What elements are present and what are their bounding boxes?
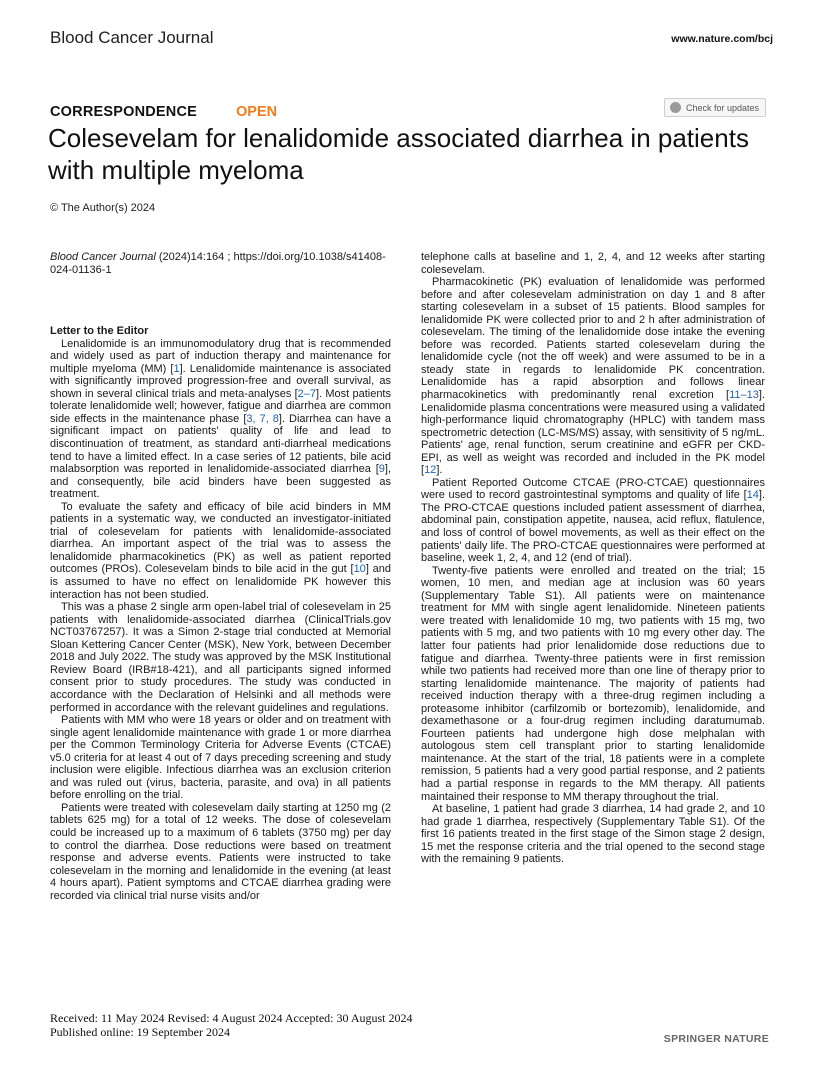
reference-link[interactable]: 2–7 [297, 387, 317, 400]
paragraph-eligibility: Patients with MM who were 18 years or older and on treatment with single agent lenalidomide maintenance with grade 1 or more diarrhea per the Common Terminology Criteria for Adverse Events (CTCAE) v5.0 criteria for at least 4 out of 7 days preceding screening and study inclusion were eligible. Infectious diarrhea was an exclusion criterion and was ruled out (virus, bacteria, parasite, and ova) in all patients before enrolling on the trial. [50, 714, 391, 802]
letter-heading: Letter to the Editor [50, 325, 149, 338]
check-for-updates-button[interactable] [664, 98, 766, 117]
paragraph-trial-design: This was a phase 2 single arm open-label trial of colesevelam in 25 patients with lenalidomide-associated diarrhea (ClinicalTrials.gov NCT03767257). It was a Simon 2-stage trial conducted at Memorial Sloan Kettering Cancer Center (MSK), New York, between December 2018 and July 2022. The study was approved by the MSK Institutional Review Board (IRB#18-421), and all participants signed informed consent prior to study procedures. The study was conducted in accordance with the Declaration of Helsinki and all methods were performed in accordance with the relevant guidelines and regulations. [50, 601, 391, 714]
crossmark-icon [670, 102, 681, 113]
citation [50, 251, 391, 276]
received-revised-accepted: Received: 11 May 2024 Revised: 4 August 2024 Accepted: 30 August 2024 [50, 1011, 413, 1025]
article-title: Colesevelam for lenalidomide associated diarrhea in patients with multiple myeloma [48, 123, 749, 185]
article-dates [50, 1011, 413, 1039]
citation-details: (2024)14:164 ; https://doi.org/10.1038/s41408-024-01136-1 [50, 251, 386, 276]
open-access-badge: OPEN [236, 104, 278, 120]
section-label: CORRESPONDENCE [50, 104, 198, 120]
paragraph-intro: Lenalidomide is an immunomodulatory drug that is recommended and widely used as part of induction therapy and maintenance for multiple myeloma (MM) [1]. Lenalidomide maintenance is associated with significantly improved progression-free and overall survival, as shown in several clinical trials and meta-analyses [2–7]. Most patients tolerate lenalidomide well; however, fatigue and diarrhea are common side effects in the maintenance phase [3, 7, 8]. Diarrhea can have a significant impact on patients' quality of life and lead to discontinuation of treatment, as standard anti-diarrheal medications tend to have a limited effect. In a case series of 12 patients, bile acid malabsorption was reported in lenalidomide-associated diarrhea [9], and consequently, bile acid binders have been suggested as treatment. [50, 337, 391, 501]
paragraph-baseline: At baseline, 1 patient had grade 3 diarrhea, 14 had grade 2, and 10 had grade 1 diarrhea, respectively (Supplementary Table S1). Of the first 16 patients treated in the first stage of the Simon stage 2 design, 15 met the response criteria and the trial opened to the second stage with the remaining 9 patients. [421, 803, 765, 866]
citation-journal: Blood Cancer Journal [50, 251, 156, 263]
reference-link[interactable]: 14 [746, 489, 759, 502]
left-column [50, 251, 391, 902]
journal-name: Blood Cancer Journal [50, 28, 214, 47]
reference-link[interactable]: 1 [173, 362, 180, 375]
reference-link[interactable]: 12 [424, 464, 437, 477]
published-online: Published online: 19 September 2024 [50, 1025, 230, 1039]
right-column [421, 251, 765, 866]
paragraph-continuation: telephone calls at baseline and 1, 2, 4, and 12 weeks after starting colesevelam. [421, 251, 765, 276]
check-for-updates-label: Check for updates [686, 102, 760, 113]
paragraph-aims: To evaluate the safety and efficacy of bile acid binders in MM patients in a systematic way, we conducted an investigator-initiated trial of colesevelam for patients with lenalidomide-associated diarrhea. An important aspect of the trial was to assess the lenalidomide pharmacokinetics (PK) as well as patient reported outcomes (PROs). Colesevelam binds to bile acid in the gut [10] and is assumed to have no effect on lenalidomide PK however this interaction has not been studied. [50, 500, 391, 601]
reference-link[interactable]: 10 [353, 563, 366, 576]
paragraph-patients: Twenty-five patients were enrolled and treated on the trial; 15 women, 10 men, and median age at inclusion was 60 years (Supplementary Table S1). All patients were on maintenance treatment for MM with single agent lenalidomide. Nineteen patients were treated with lenalidomide 10 mg, two patients with 15 mg, two patients with 5 mg, and two patients with 10 mg every other day. The latter four patients had prior lenalidomide dose reductions due to fatigue and diarrhea. Twenty-three patients were in first remission while two patients had received more than one line of therapy prior to starting lenalidomide maintenance. The majority of patients had received induction therapy with a three-drug regimen including a proteasome inhibitor (carfilzomib or bortezomib), lenalidomide, and dexamethasone or a four-drug regimen including daratumumab. Fourteen patients had undergone high dose melphalan with autologous stem cell transplant prior to starting lenalidomide maintenance. At the start of the trial, 18 patients were in a complete remission, 5 patients had a very good partial response, and 2 patients had a partial response in regards to the MM therapy. All patients maintained their response to MM therapy throughout the trial. [421, 564, 765, 803]
paragraph-pro-ctcae: Patient Reported Outcome CTCAE (PRO-CTCAE) questionnaires were used to record gastrointestinal symptoms and quality of life [14]. The PRO-CTCAE questions included patient assessment of diarrhea, abdominal pain, constipation appetite, nausea, acid reflux, flatulence, and loss of control of bowel movements, as well as their effect on the patients' daily life. The PRO-CTCAE questionnaires were performed at baseline, week 1, 2, 4, and 12 (end of trial). [421, 476, 765, 565]
reference-link[interactable]: 11–13 [729, 389, 759, 402]
copyright-notice: © The Author(s) 2024 [50, 202, 156, 214]
journal-url-link[interactable]: www.nature.com/bcj [671, 33, 773, 45]
paragraph-pharmacokinetics: Pharmacokinetic (PK) evaluation of lenalidomide was performed before and after colesevelam administration on day 1 and 8 after starting colesevelam in a subset of 15 patients. Blood samples for lenalidomide PK were collected prior to and 2 h after administration of colesevelam. The timing of the lenalidomide dose intake the evening before was recorded. Patients started colesevelam during the lenalidomide cycle (not the off week) and were assumed to be in a steady state in regards to lenalidomide PK concentration. Lenalidomide has a rapid absorption and follows linear pharmacokinetics with predominantly renal excretion [11–13]. Lenalidomide plasma concentrations were measured using a validated high-performance liquid chromatography (HPLC) with tandem mass spectrometric detection (LC-MS/MS) assay, with sensitivity of 5 ng/mL. Patients' age, renal function, serum creatinine and eGFR per CKD-EPI, as well as weight was recorded and included in the PK model [12]. [421, 276, 765, 477]
reference-link[interactable]: 3, 7, 8 [246, 412, 279, 425]
paragraph-treatment: Patients were treated with colesevelam daily starting at 1250 mg (2 tablets 625 mg) for a total of 12 weeks. The dose of colesevelam could be increased up to a maximum of 6 tablets (3750 mg) per day to control the diarrhea. Dose reductions were based on treatment response and adverse events. Patients were instructed to take colesevelam in the morning and lenalidomide in the evening (at least 4 hours apart). Patient symptoms and CTCAE diarrhea grading were recorded via clinical trial nurse visits and/or [50, 801, 391, 902]
reference-link[interactable]: 9 [378, 463, 385, 476]
publisher-logo: SPRINGER NATURE [663, 1033, 769, 1045]
